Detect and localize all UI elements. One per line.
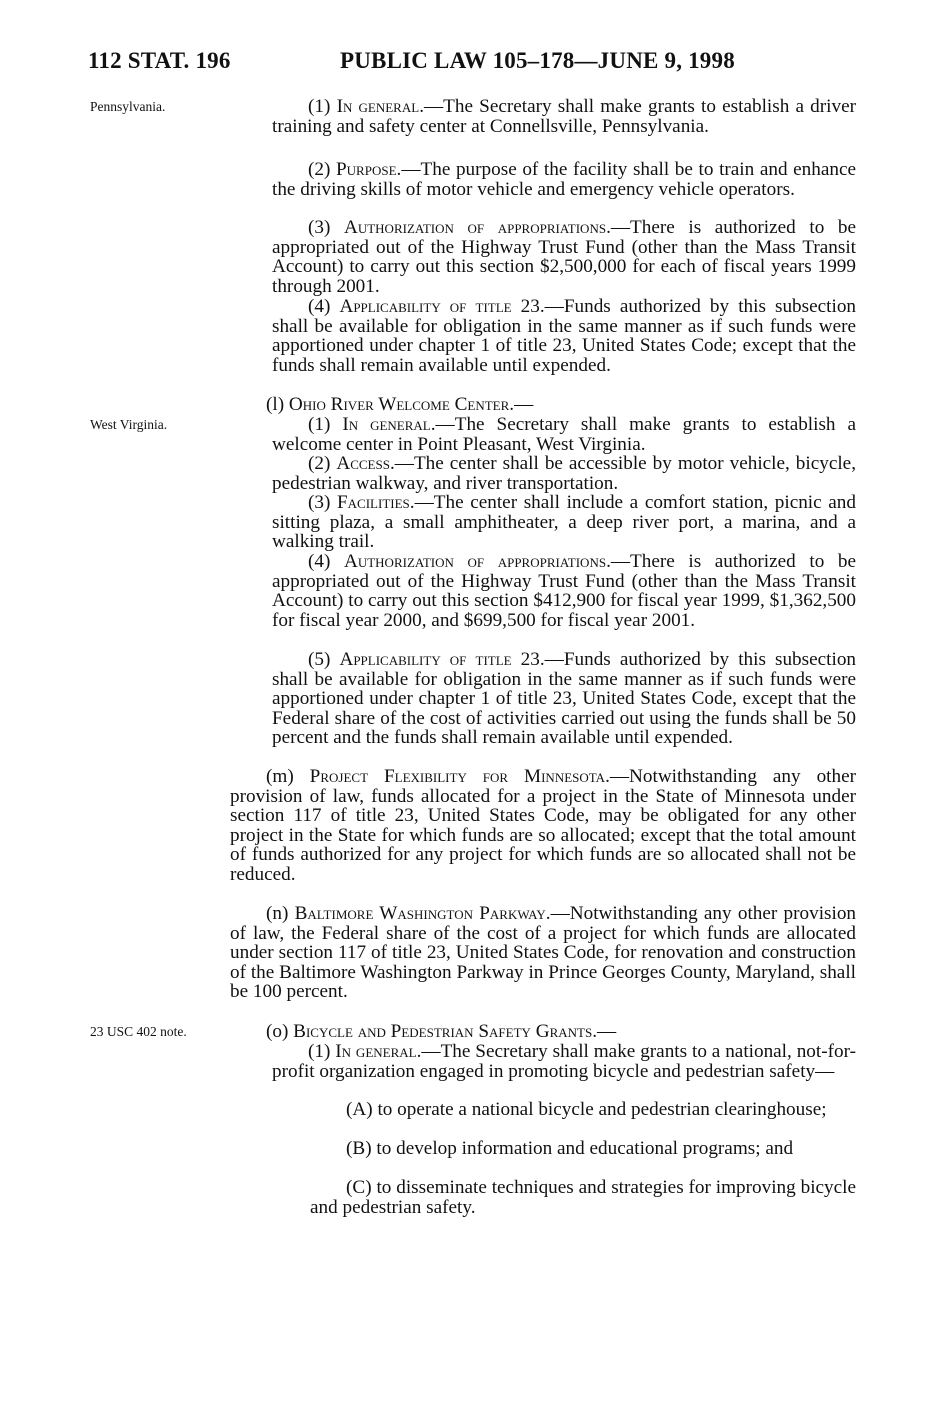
paragraph-l1-in-general: (1) In general.—The Secretary shall make grants to establish a welcome center in Point Pleasant, West Virginia. — [272, 414, 857, 455]
paragraph-k4-applicability: (4) Applicability of title 23.—Funds authorized by this subsection shall be available for obligation in the same manner as if such funds were apportioned under chapter 1 of title 23, United States Code; except that the funds shall remain available until expended. — [272, 296, 857, 376]
paragraph-o1-in-general: (1) In general.—The Secretary shall make grants to a national, not-for-profit organization engaged in promoting bicycle and pedestrian safety— — [272, 1041, 856, 1082]
paragraph-k3-authorization: (3) Authorization of appropriations.—There is authorized to be appropriated out of the Highway Trust Fund (other than the Mass Transit Account) to carry out this section $2,500,000 for each of fiscal years 1999 through 2001. — [272, 217, 856, 297]
stat-page-number: 112 STAT. 196 — [88, 48, 231, 73]
subsection-o-heading: (o) Bicycle and Pedestrian Safety Grants.— — [266, 1021, 617, 1042]
clause-o1-a: (A) to operate a national bicycle and pedestrian clearinghouse; — [346, 1099, 827, 1120]
paragraph-l3-facilities: (3) Facilities.—The center shall include a comfort station, picnic and sitting plaza, a small amphitheater, a deep river port, a marina, and a walking trail. — [272, 492, 856, 553]
margin-note-west-virginia: West Virginia. — [90, 417, 168, 432]
subsection-m: (m) Project Flexibility for Minnesota.—Notwithstanding any other provision of law, funds allocated for a project in the State of Minnesota under section 117 of title 23, United States Code, may be obligated for any other project in the State for which funds are so allocated; except that the total amount of funds authorized for any project for which funds are so allocated shall not be reduced. — [230, 766, 857, 885]
page-title: PUBLIC LAW 105–178—JUNE 9, 1998 — [340, 48, 735, 73]
paragraph-l4-authorization: (4) Authorization of appropriations.—There is authorized to be appropriated out of the Highway Trust Fund (other than the Mass Transit Account) to carry out this section $412,900 for fiscal year 1999, $1,362,500 for fiscal year 2000, and $699,500 for fiscal year 2001. — [272, 551, 856, 631]
margin-note-usc: 23 USC 402 note. — [90, 1024, 187, 1039]
subsection-n: (n) Baltimore Washington Parkway.—Notwithstanding any other provision of law, the Federal share of the cost of a project for which funds are allocated under section 117 of title 23, United States Code, for renovation and construction of the Baltimore Washington Parkway in Prince Georges County, Maryland, shall be 100 percent. — [230, 903, 857, 1003]
clause-o1-c: (C) to disseminate techniques and strategies for improving bicycle and pedestrian safety. — [310, 1177, 856, 1218]
clause-o1-b: (B) to develop information and educational programs; and — [346, 1138, 794, 1159]
paragraph-k1-in-general: (1) In general.—The Secretary shall make grants to establish a driver training and safety center at Connellsville, Pennsylvania. — [272, 96, 857, 137]
paragraph-l5-applicability: (5) Applicability of title 23.—Funds authorized by this subsection shall be available for obligation in the same manner as if such funds were apportioned under chapter 1 of title 23, United States Code, except that the Federal share of the cost of activities carried out using the funds shall be 50 percent and the funds shall remain available until expended. — [272, 649, 857, 749]
margin-note-pennsylvania: Pennsylvania. — [90, 99, 166, 114]
paragraph-l2-access: (2) Access.—The center shall be accessible by motor vehicle, bicycle, pedestrian walkway, and river transportation. — [272, 453, 856, 494]
subsection-l-heading: (l) Ohio River Welcome Center.— — [266, 394, 534, 415]
paragraph-k2-purpose: (2) Purpose.—The purpose of the facility shall be to train and enhance the driving skills of motor vehicle and emergency vehicle operators. — [272, 159, 857, 200]
